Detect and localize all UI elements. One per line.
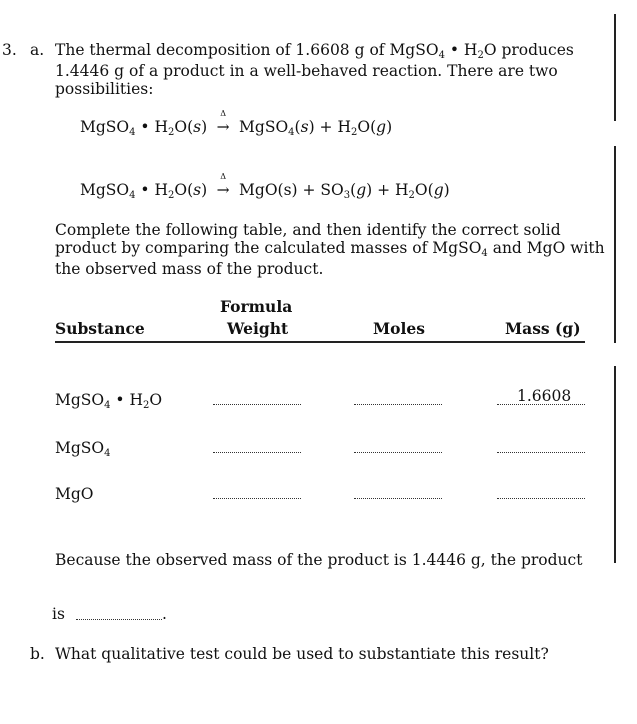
heat-arrow-icon: Δ → <box>216 109 230 136</box>
intro-paragraph <box>55 41 595 98</box>
header-rule <box>55 341 585 343</box>
instruction-line-3: the observed mass of the product. <box>55 260 324 278</box>
header-moles: Moles <box>373 319 425 338</box>
instruction-line-2: product by comparing the calculated masses of MgSO4 and MgO with <box>55 239 605 259</box>
equation-1: MgSO4 • H2O(s) Δ → MgSO4(s) + H2O(g) <box>80 109 393 138</box>
product-answer-blank[interactable] <box>76 619 162 620</box>
header-weight: Weight <box>227 319 289 338</box>
row-3-mass-blank[interactable] <box>497 498 585 499</box>
conclusion-is: is <box>52 605 65 623</box>
margin-rule <box>614 366 616 563</box>
row-3-moles-blank[interactable] <box>354 498 442 499</box>
part-b-question: What qualitative test could be used to substantiate this result? <box>55 645 549 663</box>
intro-line-1: The thermal decomposition of 1.6608 g of MgSO4 • H2O produces <box>55 41 574 61</box>
row-2-moles-blank[interactable] <box>354 452 442 453</box>
row-2-mass-blank[interactable] <box>497 452 585 453</box>
row-2-formula-weight-blank[interactable] <box>213 452 301 453</box>
row-1-moles-blank[interactable] <box>354 404 442 405</box>
part-b-label: b. <box>30 645 45 663</box>
header-mass: Mass (g) <box>505 319 581 338</box>
equation-2: MgSO4 • H2O(s) Δ → MgO(s) + SO3(g) + H2O(g) <box>80 172 450 201</box>
heat-arrow-icon: Δ → <box>216 172 230 199</box>
intro-line-2: 1.4446 g of a product in a well-behaved reaction. There are two <box>55 62 558 80</box>
row-1-substance: MgSO4 • H2O <box>55 391 163 411</box>
instruction-line-1: Complete the following table, and then identify the correct solid <box>55 221 561 239</box>
question-number: 3. <box>2 41 17 59</box>
part-a-label: a. <box>30 41 45 59</box>
conclusion-line: Because the observed mass of the product is 1.4446 g, the product <box>55 551 583 569</box>
row-3-substance: MgO <box>55 485 94 503</box>
conclusion-period: . <box>162 605 167 623</box>
margin-rule <box>614 14 616 121</box>
row-3-formula-weight-blank[interactable] <box>213 498 301 499</box>
row-1-mass-value: 1.6608 <box>517 387 572 405</box>
header-substance: Substance <box>55 319 145 338</box>
header-formula: Formula <box>220 297 293 316</box>
row-1-formula-weight-blank[interactable] <box>213 404 301 405</box>
row-2-substance: MgSO4 <box>55 439 111 459</box>
margin-rule <box>614 146 616 343</box>
instruction-paragraph <box>55 221 615 278</box>
intro-line-3: possibilities: <box>55 80 154 98</box>
